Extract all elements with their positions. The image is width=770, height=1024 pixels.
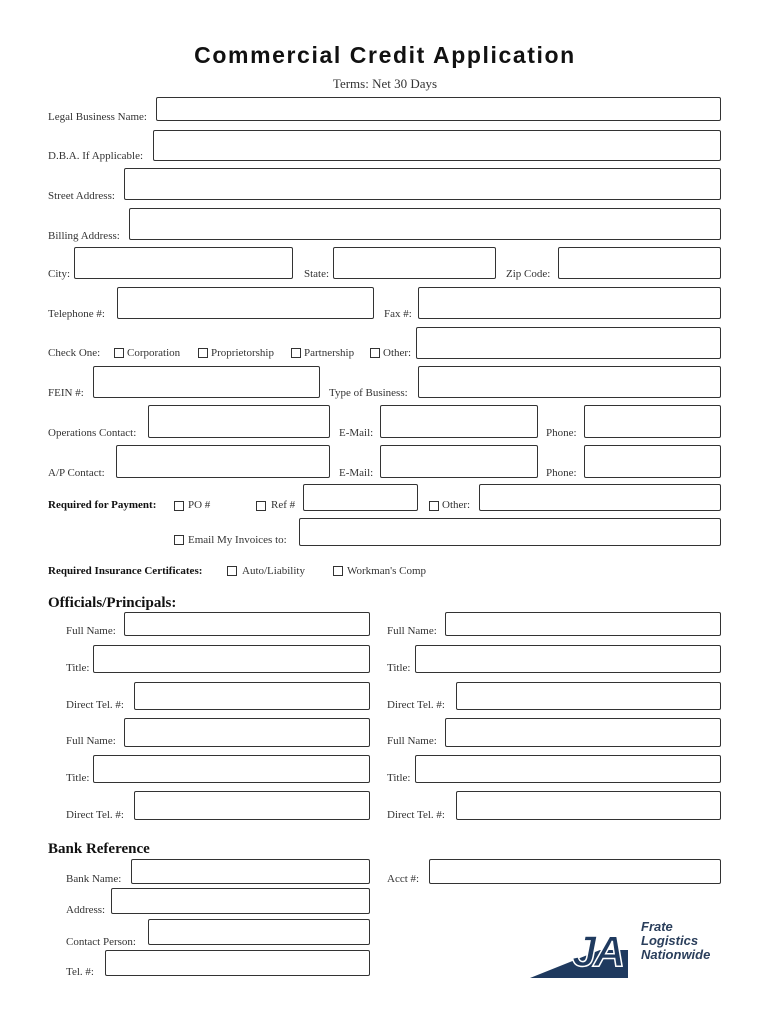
bank-tel-label: Tel. #: (66, 966, 94, 978)
official2-title-field[interactable] (415, 645, 721, 673)
logo-line-2: Logistics (641, 933, 699, 948)
official4-title-label: Title: (387, 772, 411, 784)
official2-tel-label: Direct Tel. #: (387, 699, 445, 711)
fax-label: Fax #: (384, 308, 412, 320)
zip-label: Zip Code: (506, 268, 551, 280)
auto-liability-checkbox[interactable] (227, 566, 237, 576)
proprietorship-checkbox[interactable] (198, 348, 208, 358)
acct-label: Acct #: (387, 873, 420, 885)
dba-field[interactable] (153, 130, 721, 161)
official1-title-field[interactable] (93, 645, 370, 673)
other-payment-field[interactable] (479, 484, 721, 511)
telephone-field[interactable] (117, 287, 374, 319)
ops-email-field[interactable] (380, 405, 538, 438)
email-invoices-checkbox[interactable] (174, 535, 184, 545)
fax-field[interactable] (418, 287, 721, 319)
insurance-label: Required Insurance Certificates: (48, 565, 203, 577)
street-field[interactable] (124, 168, 721, 200)
city-field[interactable] (74, 247, 293, 279)
ops-contact-label: Operations Contact: (48, 427, 137, 439)
ref-label: Ref # (271, 499, 296, 511)
other-payment-label: Other: (442, 499, 471, 511)
official2-name-label: Full Name: (387, 625, 437, 637)
street-label: Street Address: (48, 190, 115, 202)
page-title: Commercial Credit Application (194, 42, 576, 68)
ap-contact-label: A/P Contact: (48, 467, 105, 479)
logo-line-1: Frate (641, 919, 673, 934)
email-invoices-label: Email My Invoices to: (188, 534, 287, 546)
corporation-label: Corporation (127, 347, 181, 359)
bank-tel-field[interactable] (105, 950, 370, 976)
official1-name-field[interactable] (124, 612, 370, 636)
official2-title-label: Title: (387, 662, 411, 674)
official3-name-field[interactable] (124, 718, 370, 747)
ap-phone-label: Phone: (546, 467, 577, 479)
official1-title-label: Title: (66, 662, 90, 674)
billing-field[interactable] (129, 208, 721, 240)
ops-contact-field[interactable] (148, 405, 330, 438)
bank-address-label: Address: (66, 904, 106, 916)
bank-name-label: Bank Name: (66, 873, 122, 885)
payment-label: Required for Payment: (48, 499, 157, 511)
bank-address-field[interactable] (111, 888, 370, 914)
official3-tel-label: Direct Tel. #: (66, 809, 124, 821)
ref-checkbox[interactable] (256, 501, 266, 511)
official4-name-field[interactable] (445, 718, 721, 747)
workmans-comp-label: Workman's Comp (347, 565, 427, 577)
fein-label: FEIN #: (48, 387, 84, 399)
official3-tel-field[interactable] (134, 791, 370, 820)
type-label: Type of Business: (329, 387, 408, 399)
bank-contact-label: Contact Person: (66, 936, 136, 948)
po-label: PO # (188, 499, 211, 511)
partnership-checkbox[interactable] (291, 348, 301, 358)
state-label: State: (304, 268, 330, 280)
state-field[interactable] (333, 247, 496, 279)
official2-name-field[interactable] (445, 612, 721, 636)
ap-phone-field[interactable] (584, 445, 721, 478)
po-checkbox[interactable] (174, 501, 184, 511)
city-label: City: (48, 268, 71, 280)
type-field[interactable] (418, 366, 721, 398)
official1-name-label: Full Name: (66, 625, 116, 637)
ap-email-label: E-Mail: (339, 467, 374, 479)
partnership-label: Partnership (304, 347, 355, 359)
zip-field[interactable] (558, 247, 721, 279)
other-entity-checkbox[interactable] (370, 348, 380, 358)
email-invoices-field[interactable] (299, 518, 721, 546)
auto-liability-label: Auto/Liability (242, 565, 305, 577)
proprietorship-label: Proprietorship (211, 347, 274, 359)
fein-field[interactable] (93, 366, 320, 398)
workmans-comp-checkbox[interactable] (333, 566, 343, 576)
legal-name-field[interactable] (156, 97, 721, 121)
ap-email-field[interactable] (380, 445, 538, 478)
official4-tel-label: Direct Tel. #: (387, 809, 445, 821)
official1-tel-field[interactable] (134, 682, 370, 710)
other-payment-checkbox[interactable] (429, 501, 439, 511)
officials-heading: Officials/Principals: (48, 595, 177, 611)
company-logo (530, 916, 730, 980)
official4-name-label: Full Name: (387, 735, 437, 747)
billing-label: Billing Address: (48, 230, 120, 242)
bank-contact-field[interactable] (148, 919, 370, 945)
logo-line-3: Nationwide (641, 947, 711, 962)
acct-field[interactable] (429, 859, 721, 884)
legal-name-label: Legal Business Name: (48, 111, 147, 123)
terms-subtitle: Terms: Net 30 Days (332, 76, 438, 91)
dba-label: D.B.A. If Applicable: (48, 150, 144, 162)
bank-heading: Bank Reference (48, 841, 150, 857)
other-entity-field[interactable] (416, 327, 721, 359)
official3-title-label: Title: (66, 772, 90, 784)
ops-phone-field[interactable] (584, 405, 721, 438)
ref-field[interactable] (303, 484, 418, 511)
other-entity-label: Other: (383, 347, 412, 359)
corporation-checkbox[interactable] (114, 348, 124, 358)
official3-name-label: Full Name: (66, 735, 116, 747)
check-one-label: Check One: (48, 347, 101, 359)
ops-email-label: E-Mail: (339, 427, 374, 439)
telephone-label: Telephone #: (48, 308, 105, 320)
logo-mark-text: JA (572, 927, 623, 976)
bank-name-field[interactable] (131, 859, 370, 884)
official3-title-field[interactable] (93, 755, 370, 783)
ap-contact-field[interactable] (116, 445, 330, 478)
official4-title-field[interactable] (415, 755, 721, 783)
official2-tel-field[interactable] (456, 682, 721, 710)
official1-tel-label: Direct Tel. #: (66, 699, 124, 711)
ops-phone-label: Phone: (546, 427, 577, 439)
official4-tel-field[interactable] (456, 791, 721, 820)
